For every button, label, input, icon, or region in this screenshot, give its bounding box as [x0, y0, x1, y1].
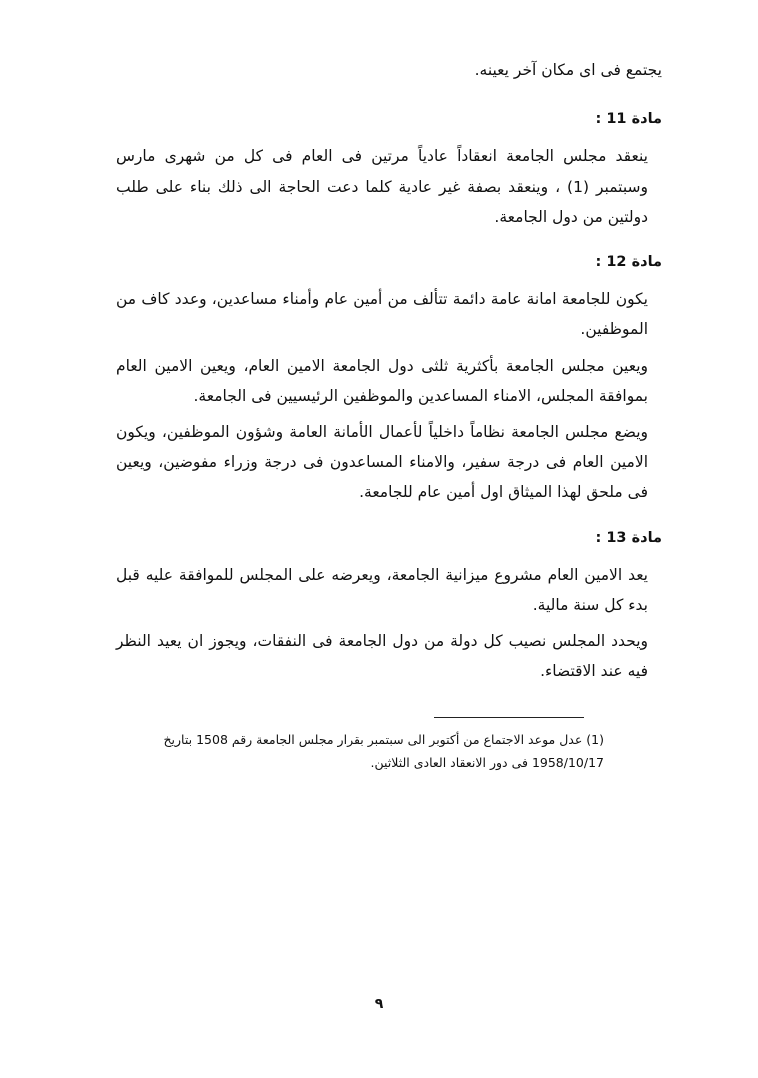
- lead-line: يجتمع فى اى مكان آخر يعينه.: [474, 61, 662, 79]
- article-heading-11: مادة 11 :: [595, 111, 662, 128]
- paragraph: ويعين مجلس الجامعة بأكثرية ثلثى دول الجامعة الامين العام، ويعين الامين العام بموافقة المجلس، الامناء المساعدين والموظفين الرئيسيين فى الجامعة.: [116, 356, 648, 405]
- article-body-13: [96, 560, 662, 687]
- article-body-11: [96, 141, 662, 232]
- footnote-text: (1) عدل موعد الاجتماع من أكتوبر الى سبتمبر بقرار مجلس الجامعة رقم 1508 بتاريخ 1958/10/17 فى دور الانعقاد العادى الثلاثين.: [163, 731, 604, 770]
- article-heading-13: مادة 13 :: [595, 529, 662, 546]
- page-number: ٩: [374, 996, 384, 1012]
- page-content: [96, 56, 662, 774]
- paragraph: ينعقد مجلس الجامعة انعقاداً عادياً مرتين فى العام فى كل من شهرى مارس وسبتمبر (1) ، وينعقد بصفة غير عادية كلما دعت الحاجة الى ذلك بناء على طلب دولتين من دول الجامعة.: [116, 147, 648, 226]
- paragraph: ويضع مجلس الجامعة نظاماً داخلياً لأعمال الأمانة العامة وشؤون الموظفين، ويكون الامين العام فى درجة سفير، والامناء المساعدون فى درجة وزراء مفوضين، ويعين فى ملحق لهذا الميثاق اول أمين عام للجامعة.: [116, 422, 648, 502]
- article-heading-12: مادة 12 :: [595, 254, 662, 271]
- paragraph: ويحدد المجلس نصيب كل دولة من دول الجامعة فى النفقات، ويجوز ان يعيد النظر فيه عند الاقتضاء.: [116, 632, 648, 681]
- footnote-divider: [434, 717, 584, 718]
- paragraph: يعد الامين العام مشروع ميزانية الجامعة، ويعرضه على المجلس للموافقة عليه قبل بدء كل سنة مالية.: [116, 565, 648, 614]
- paragraph: يكون للجامعة امانة عامة دائمة تتألف من أمين عام وأمناء مساعدين، وعدد كاف من الموظفين.: [116, 290, 648, 339]
- article-body-12: [96, 284, 662, 508]
